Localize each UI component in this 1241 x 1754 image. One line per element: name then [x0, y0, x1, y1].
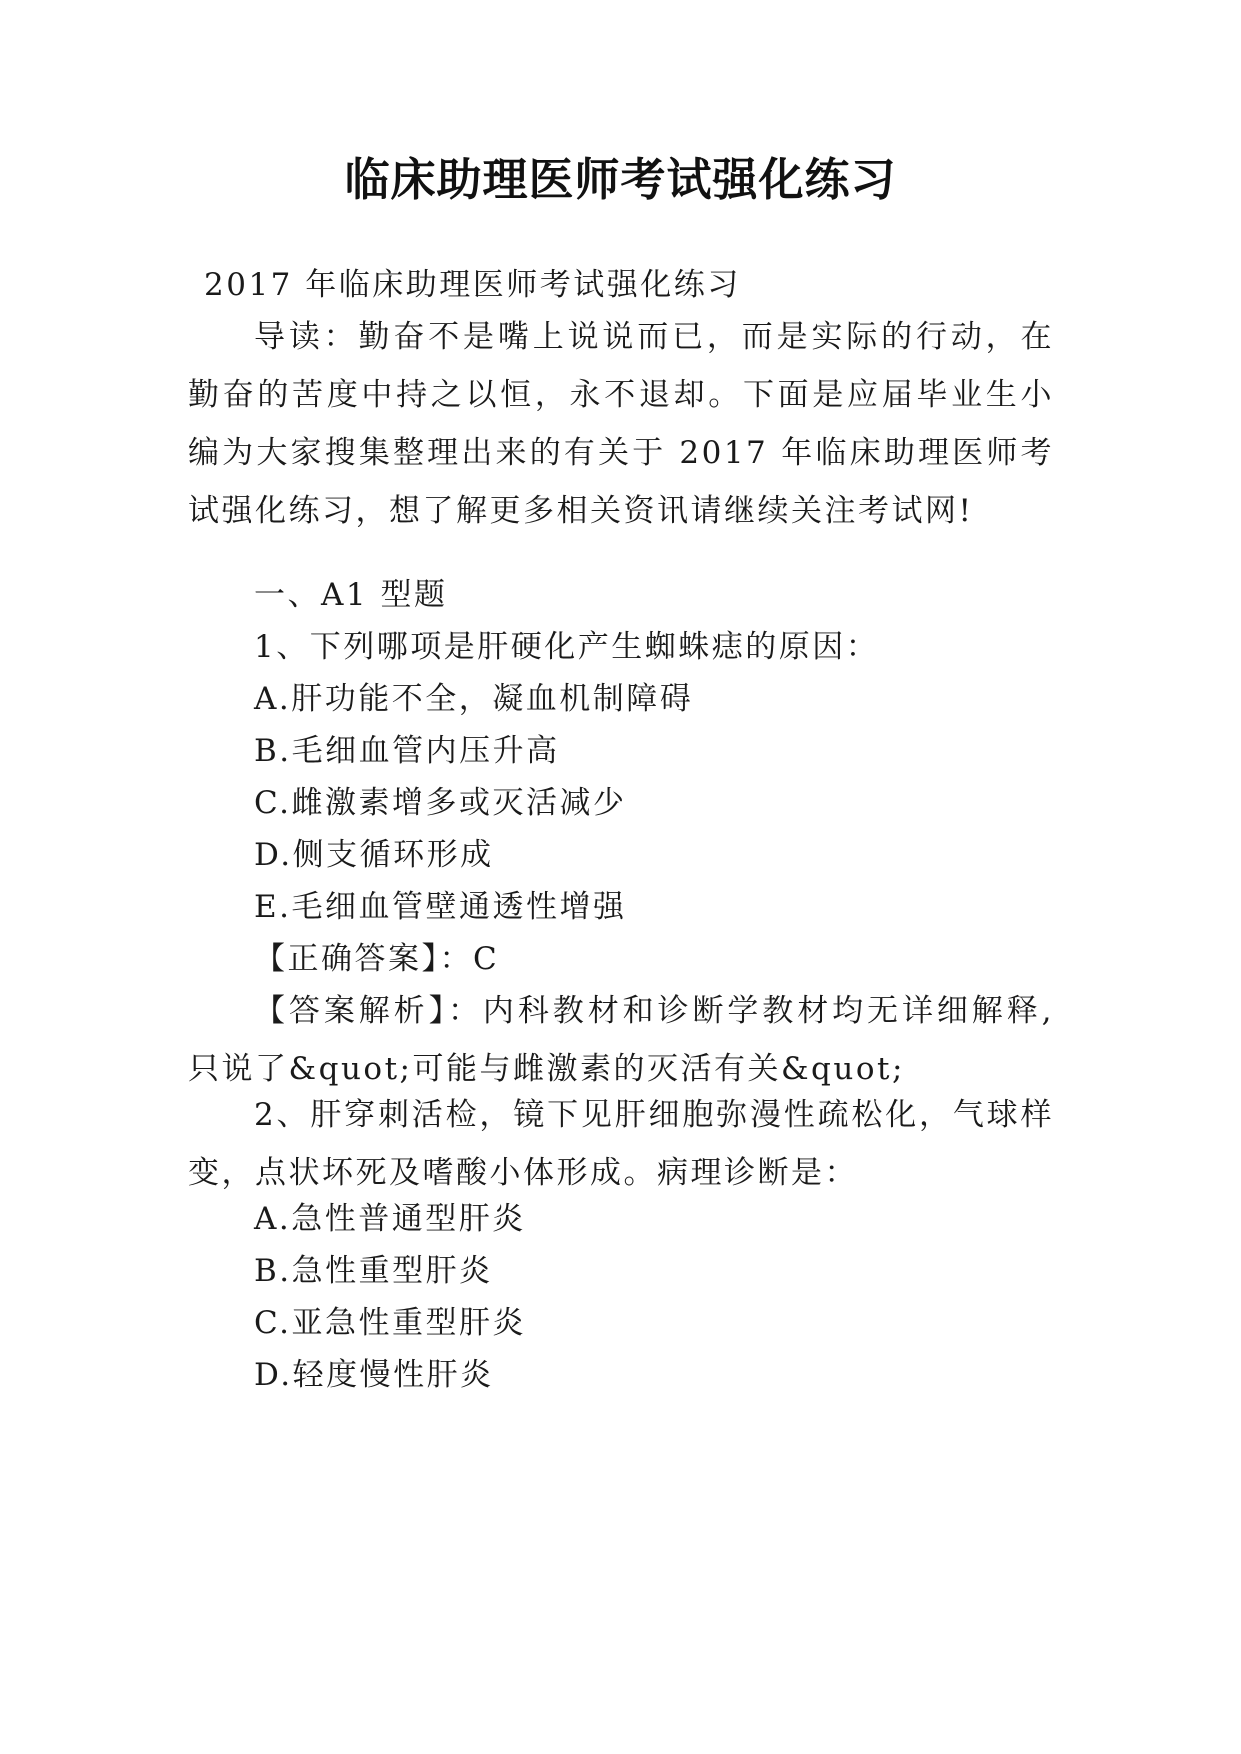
- question-1-option-b: B.毛细血管内压升高: [254, 733, 560, 769]
- question-1-option-e: E.毛细血管壁通透性增强: [254, 889, 627, 925]
- question-1-option-d: D.侧支循环形成: [254, 837, 494, 873]
- section-heading: 一、A1 型题: [254, 577, 448, 613]
- question-1-option-c: C.雌激素增多或灭活减少: [254, 785, 627, 821]
- document-title: 临床助理医师考试强化练习: [344, 153, 897, 206]
- question-2-option-a: A.急性普通型肝炎: [254, 1201, 526, 1237]
- document-subtitle: 2017 年临床助理医师考试强化练习: [204, 267, 741, 303]
- question-2-option-b: B.急性重型肝炎: [254, 1253, 493, 1289]
- question-1-answer: 【正确答案】：C: [254, 941, 500, 977]
- question-1-stem: 1、下列哪项是肝硬化产生蜘蛛痣的原因：: [254, 629, 880, 665]
- question-1-option-a: A.肝功能不全，凝血机制障碍: [254, 681, 694, 717]
- question-2-stem: 2、肝穿刺活检，镜下见肝细胞弥漫性疏松化，气球样变，点状坏死及嗜酸小体形成。病理诊断是：: [188, 1097, 1054, 1191]
- question-1-explanation: 【答案解析】：内科教材和诊断学教材均无详细解释,只说了&quot;可能与雌激素的灭活有关&quot;: [188, 993, 1054, 1087]
- intro-paragraph: 导读：勤奋不是嘴上说说而已，而是实际的行动，在勤奋的苦度中持之以恒，永不退却。下面是应届毕业生小编为大家搜集整理出来的有关于 2017 年临床助理医师考试强化练习，想了解更多相关资讯请继续关注考试网!: [188, 319, 1054, 529]
- question-2-option-d: D.轻度慢性肝炎: [254, 1357, 494, 1393]
- question-2-option-c: C.亚急性重型肝炎: [254, 1305, 526, 1341]
